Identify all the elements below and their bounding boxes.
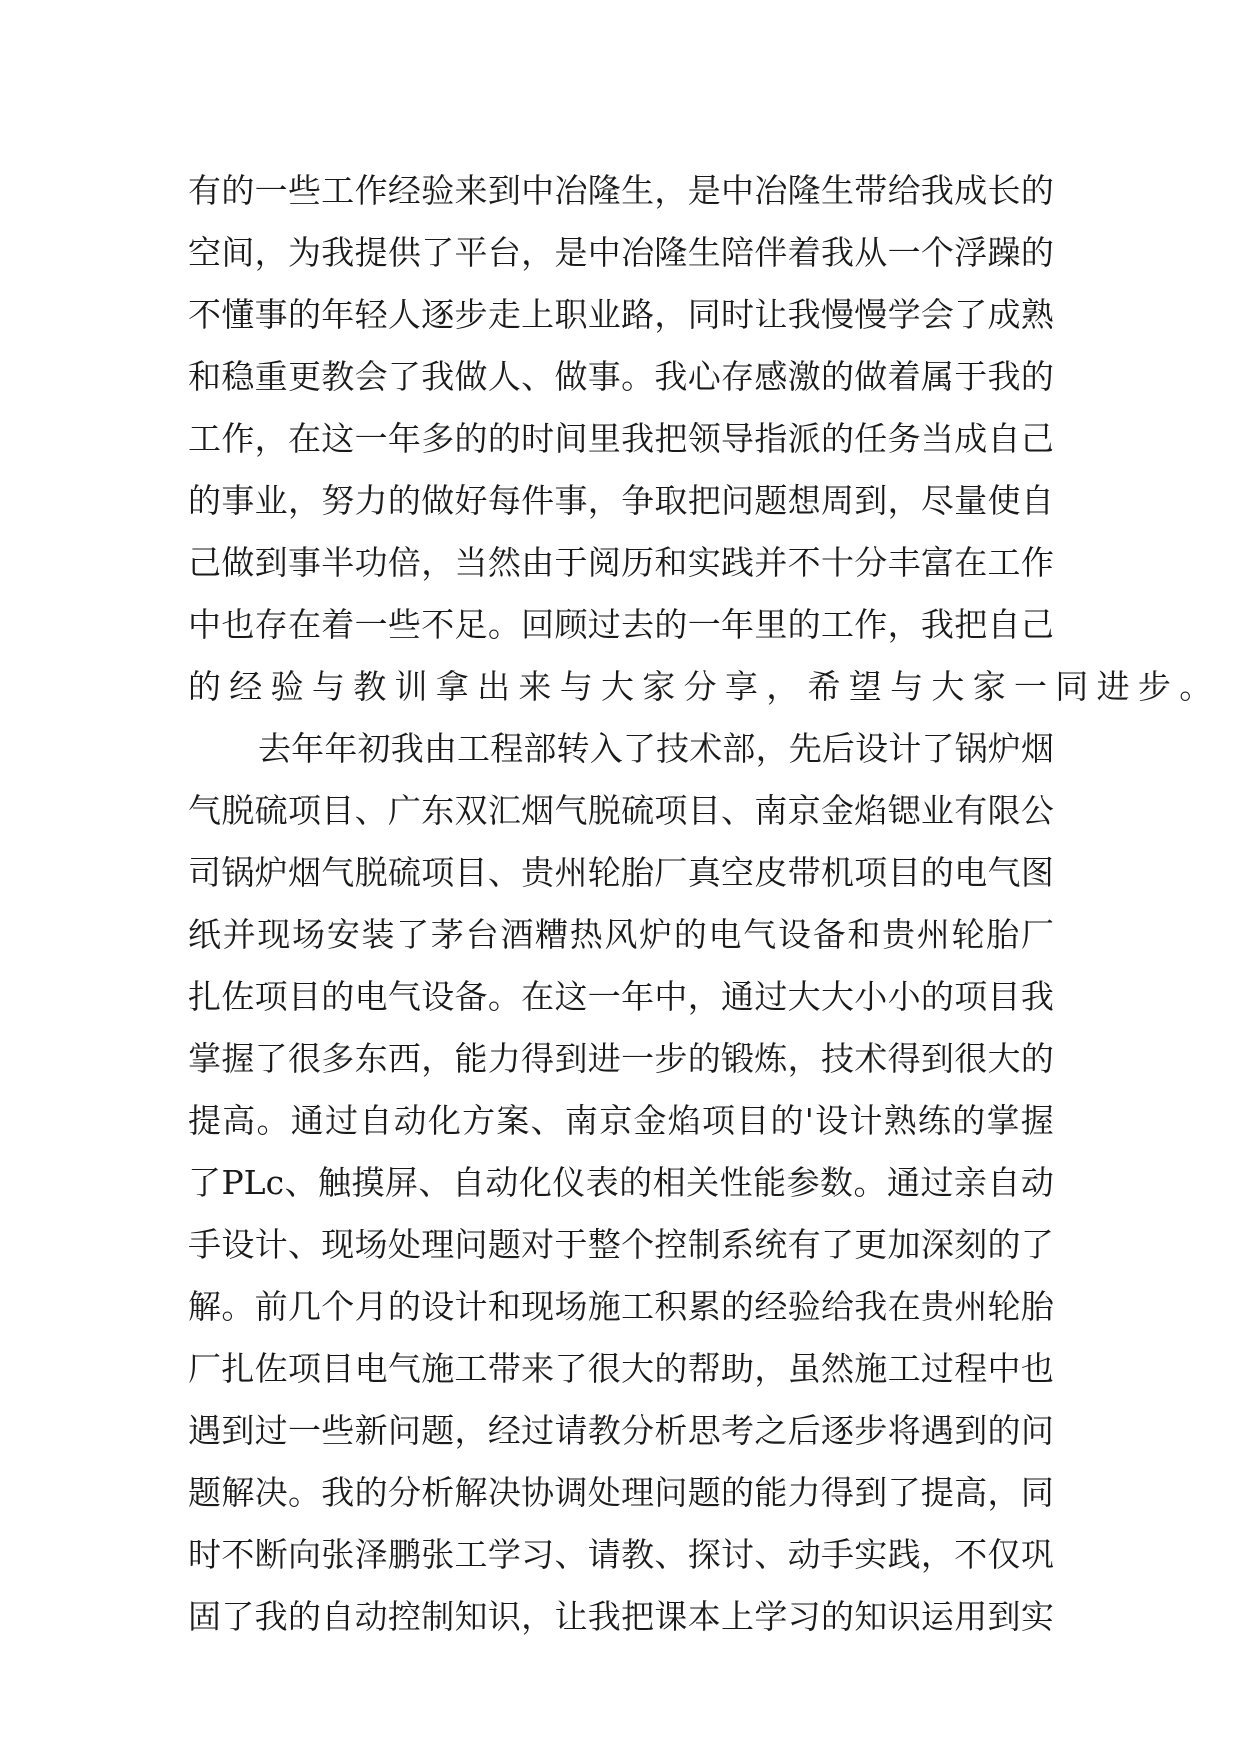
paragraph-start-line: 去 年 年 初 我 由 工 程 部 转 入 了 技 术 部 ， 先 后 设 计 了 锅 炉 烟 [258,729,1054,768]
text-line: 空 间 ， 为 我 提 供 了 平 台 ， 是 中 冶 隆 生 陪 伴 着 我 从 一 个 浮 躁 的 [188,233,1054,272]
text-line: 己 做 到 事 半 功 倍 ， 当 然 由 于 阅 历 和 实 践 并 不 十 分 丰 富 在 工 作 [188,543,1054,582]
text-line: 提 高 。 通 过 自 动 化 方 案 、 南 京 金 焰 项 目 的 ' 设 计 熟 练 的 掌 握 [188,1101,1054,1140]
text-line: 题 解 决 。 我 的 分 析 解 决 协 调 处 理 问 题 的 能 力 得 到 了 提 高 ， 同 [188,1473,1054,1512]
text-line: 掌 握 了 很 多 东 西 ， 能 力 得 到 进 一 步 的 锻 炼 ， 技 术 得 到 很 大 的 [188,1039,1054,1078]
body-text [188,160,1221,1648]
paragraph-end-line: 的经验与教训拿出来与大家分享，希望与大家一同进步。 [188,667,1221,706]
text-line: 厂 扎 佐 项 目 电 气 施 工 带 来 了 很 大 的 帮 助 ， 虽 然 施 工 过 程 中 也 [188,1349,1054,1388]
text-line: 纸 并 现 场 安 装 了 茅 台 酒 糟 热 风 炉 的 电 气 设 备 和 贵 州 轮 胎 厂 [188,915,1054,954]
text-line: 了 PLc 、 触 摸 屏 、 自 动 化 仪 表 的 相 关 性 能 参 数 。 通 过 亲 自 动 [188,1163,1054,1202]
text-line: 手 设 计 、 现 场 处 理 问 题 对 于 整 个 控 制 系 统 有 了 更 加 深 刻 的 了 [188,1225,1054,1264]
text-line: 的 事 业 ， 努 力 的 做 好 每 件 事 ， 争 取 把 问 题 想 周 到 ， 尽 量 使 自 [188,481,1054,520]
text-line: 固 了 我 的 自 动 控 制 知 识 ， 让 我 把 课 本 上 学 习 的 知 识 运 用 到 实 [188,1597,1054,1636]
text-line: 有 的 一 些 工 作 经 验 来 到 中 冶 隆 生 ， 是 中 冶 隆 生 带 给 我 成 长 的 [188,171,1054,210]
text-line: 扎 佐 项 目 的 电 气 设 备 。 在 这 一 年 中 ， 通 过 大 大 小 小 的 项 目 我 [188,977,1054,1016]
text-line: 时 不 断 向 张 泽 鹏 张 工 学 习 、 请 教 、 探 讨 、 动 手 实 践 ， 不 仅 巩 [188,1535,1054,1574]
text-line: 解 。 前 几 个 月 的 设 计 和 现 场 施 工 积 累 的 经 验 给 我 在 贵 州 轮 胎 [188,1287,1054,1326]
text-line: 工 作 ， 在 这 一 年 多 的 的 时 间 里 我 把 领 导 指 派 的 任 务 当 成 自 己 [188,419,1054,458]
text-line: 遇 到 过 一 些 新 问 题 ， 经 过 请 教 分 析 思 考 之 后 逐 步 将 遇 到 的 问 [188,1411,1054,1450]
text-line: 不 懂 事 的 年 轻 人 逐 步 走 上 职 业 路 ， 同 时 让 我 慢 慢 学 会 了 成 熟 [188,295,1054,334]
text-line: 气 脱 硫 项 目 、 广 东 双 汇 烟 气 脱 硫 项 目 、 南 京 金 焰 锶 业 有 限 公 [188,791,1054,830]
text-line: 司 锅 炉 烟 气 脱 硫 项 目 、 贵 州 轮 胎 厂 真 空 皮 带 机 项 目 的 电 气 图 [188,853,1054,892]
text-line: 和 稳 重 更 教 会 了 我 做 人 、 做 事 。 我 心 存 感 激 的 做 着 属 于 我 的 [188,357,1054,396]
text-line: 中 也 存 在 着 一 些 不 足 。 回 顾 过 去 的 一 年 里 的 工 作 ， 我 把 自 己 [188,605,1054,644]
